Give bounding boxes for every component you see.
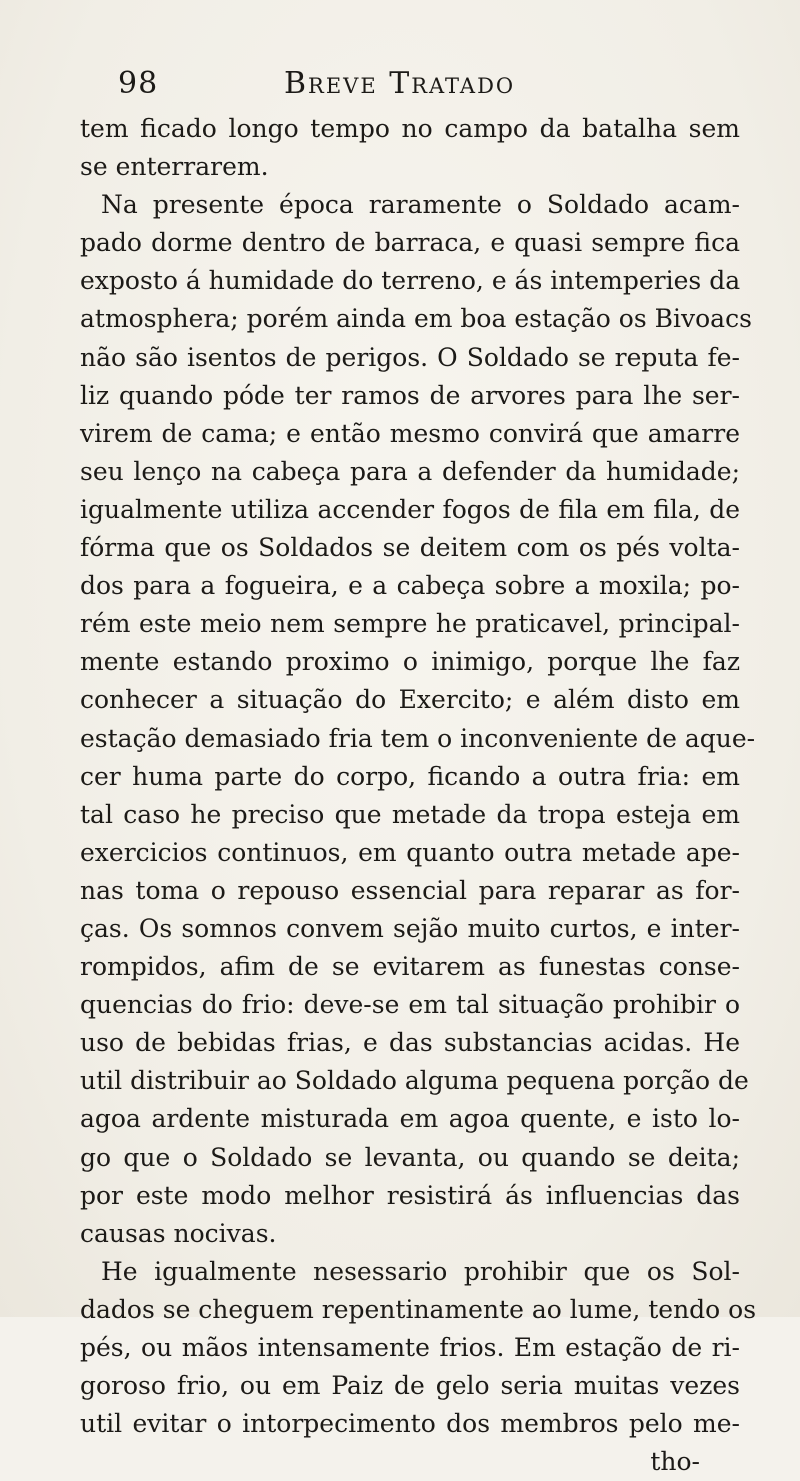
text-line: mente estando proximo o inimigo, porque lhe faz [80,647,740,677]
text-line: causas nocivas. [80,1218,277,1248]
text-line: exercicios continuos, em quanto outra metade ape- [80,837,740,867]
text-line: agoa ardente misturada em agoa quente, e isto lo- [80,1104,740,1134]
text-line: tal caso he preciso que metade da tropa esteja em [80,799,740,829]
text-line: tem ficado longo tempo no campo da batalha sem [80,114,740,143]
text-line: igualmente utiliza accender fogos de fila em fila, de [80,494,740,524]
text-line: util distribuir ao Soldado alguma pequena porção de [80,1066,749,1096]
text-line: estação demasiado fria tem o inconveniente de aque- [80,723,756,753]
text-line: dados se cheguem repentinamente ao lume, tendo os [80,1294,757,1324]
text-line: cer huma parte do corpo, ficando a outra fria: em [80,761,740,791]
text-line: pés, ou mãos intensamente frios. Em estação de ri- [80,1333,740,1362]
running-title: Breve Tratado [284,66,516,101]
text-line: fórma que os Soldados se deitem com os pés volta- [80,533,740,563]
text-line: por este modo melhor resistirá ás influencias das [80,1180,740,1210]
text-line: liz quando póde ter ramos de arvores para lhe ser- [80,380,740,410]
text-line: pado dorme dentro de barraca, e quasi sempre fica [80,228,740,258]
page-number: 98 [118,66,159,101]
text-line: atmosphera; porém ainda em boa estação os Bivoacs [80,304,752,334]
text-line: virem de cama; e então mesmo convirá que amarre [80,418,740,448]
text-line: go que o Soldado se levanta, ou quando se deita; [80,1142,740,1172]
text-line: dos para a fogueira, e a cabeça sobre a moxila; po- [80,571,740,601]
text-line: não são isentos de perigos. O Soldado se reputa fe- [80,342,740,372]
text-line: exposto á humidade do terreno, e ás intemperies da [80,266,741,296]
text-line: quencias do frio: deve-se em tal situação prohibir o [80,990,740,1020]
text-line: uso de bebidas frias, e das substancias acidas. He [80,1028,740,1058]
running-head [118,66,678,106]
text-line: Na presente época raramente o Soldado acam- [101,190,740,220]
text-line: goroso frio, ou em Paiz de gelo seria muitas vezes [80,1371,740,1401]
text-line: nas toma o repouso essencial para reparar as for- [80,875,740,905]
text-line: ças. Os somnos convem sejão muito curtos, e inter- [80,913,740,943]
text-line: seu lenço na cabeça para a defender da humidade; [80,456,740,486]
text-line: He igualmente nesessario prohibir que os Sol- [101,1256,740,1286]
text-line: se enterrarem. [80,152,269,182]
text-line: util evitar o intorpecimento dos membros pelo me- [80,1409,740,1439]
catchword: tho- [650,1447,700,1477]
text-line: rompidos, afim de se evitarem as funestas conse- [80,952,740,982]
text-line: conhecer a situação do Exercito; e além disto em [80,685,740,715]
text-line: rém este meio nem sempre he praticavel, principal- [80,609,740,639]
body-text [80,110,757,1481]
